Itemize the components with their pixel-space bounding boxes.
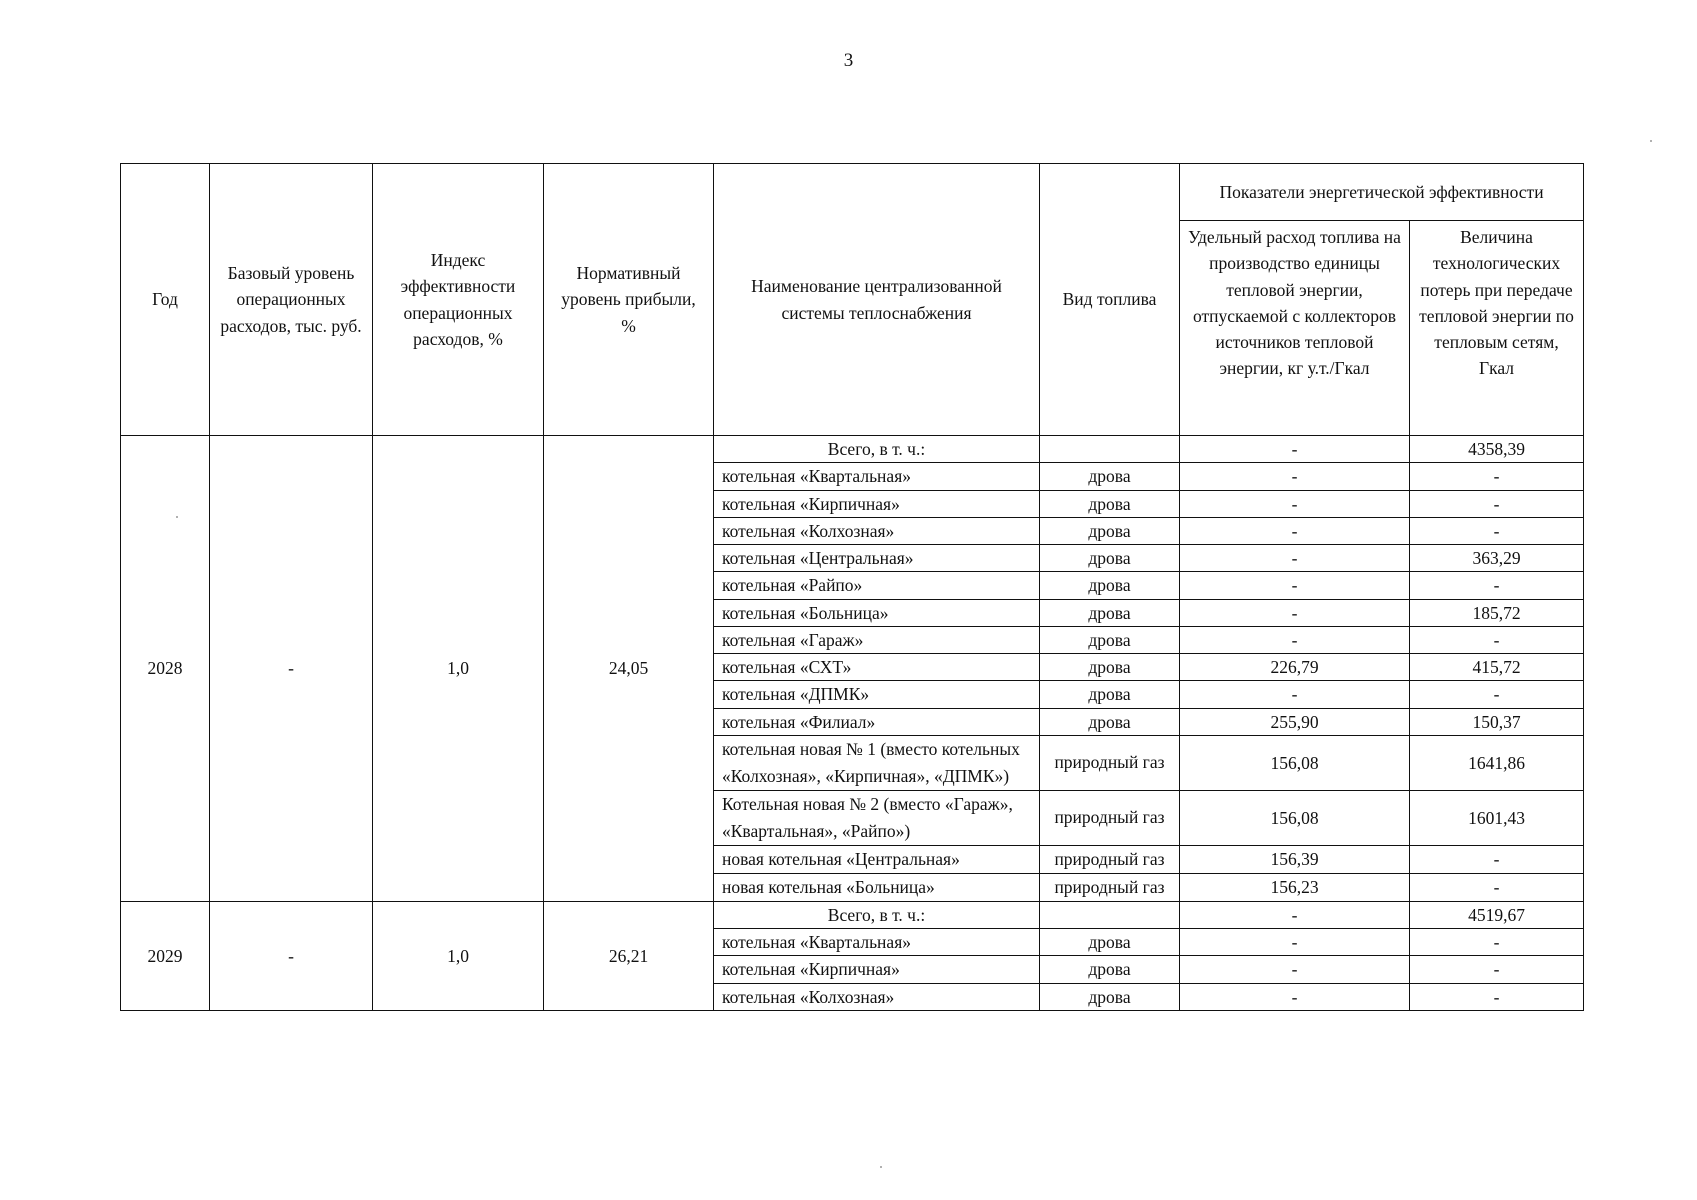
efficiency-index-cell: 1,0 xyxy=(373,901,544,1010)
losses-cell: - xyxy=(1410,517,1584,544)
header-base-level: Базовый уровень операционных расходов, тыс. руб. xyxy=(210,164,373,436)
losses-cell: - xyxy=(1410,983,1584,1010)
header-efficiency-index: Индекс эффективности операционных расходов, % xyxy=(373,164,544,436)
header-year: Год xyxy=(121,164,210,436)
header-specific-consumption: Удельный расход топлива на производство единицы тепловой энергии, отпускаемой с коллекторов источников тепловой энергии, кг у.т./Гкал xyxy=(1180,221,1410,436)
system-name-cell: новая котельная «Центральная» xyxy=(714,845,1040,873)
fuel-type-cell: дрова xyxy=(1040,599,1180,626)
specific-consumption-cell: 156,39 xyxy=(1180,845,1410,873)
header-energy-group: Показатели энергетической эффективности xyxy=(1180,164,1584,221)
system-name-cell: котельная «Райпо» xyxy=(714,572,1040,599)
base-level-cell: - xyxy=(210,901,373,1010)
fuel-type-cell: дрова xyxy=(1040,490,1180,517)
system-name-cell: Котельная новая № 2 (вместо «Гараж», «Квартальная», «Райпо») xyxy=(714,790,1040,845)
specific-consumption-cell: - xyxy=(1180,983,1410,1010)
specific-consumption-cell: - xyxy=(1180,545,1410,572)
system-name-cell: котельная «Центральная» xyxy=(714,545,1040,572)
year-cell: 2029 xyxy=(121,901,210,1010)
specific-consumption-cell: - xyxy=(1180,490,1410,517)
specific-consumption-cell: - xyxy=(1180,929,1410,956)
fuel-type-cell: дрова xyxy=(1040,681,1180,708)
scan-speck xyxy=(880,1166,882,1168)
losses-cell: - xyxy=(1410,490,1584,517)
losses-cell: 415,72 xyxy=(1410,654,1584,681)
losses-cell: 363,29 xyxy=(1410,545,1584,572)
header-profit-level: Нормативный уровень прибыли, % xyxy=(544,164,714,436)
specific-consumption-cell: - xyxy=(1180,436,1410,463)
system-name-cell: котельная «Больница» xyxy=(714,599,1040,626)
fuel-type-cell: дрова xyxy=(1040,654,1180,681)
specific-consumption-cell: - xyxy=(1180,572,1410,599)
specific-consumption-cell: - xyxy=(1180,681,1410,708)
specific-consumption-cell: - xyxy=(1180,599,1410,626)
scan-speck xyxy=(1650,140,1652,142)
fuel-type-cell xyxy=(1040,901,1180,928)
header-system-name: Наименование централизованной системы теплоснабжения xyxy=(714,164,1040,436)
fuel-type-cell xyxy=(1040,436,1180,463)
fuel-type-cell: дрова xyxy=(1040,545,1180,572)
system-name-cell: котельная «Колхозная» xyxy=(714,983,1040,1010)
system-name-cell: котельная «Колхозная» xyxy=(714,517,1040,544)
profit-level-cell: 26,21 xyxy=(544,901,714,1010)
profit-level-cell: 24,05 xyxy=(544,436,714,902)
specific-consumption-cell: 156,08 xyxy=(1180,790,1410,845)
losses-cell: 1641,86 xyxy=(1410,735,1584,790)
fuel-type-cell: природный газ xyxy=(1040,873,1180,901)
specific-consumption-cell: 255,90 xyxy=(1180,708,1410,735)
page-number: 3 xyxy=(843,50,854,71)
table-body xyxy=(121,436,1584,1011)
efficiency-index-cell: 1,0 xyxy=(373,436,544,902)
losses-cell: 185,72 xyxy=(1410,599,1584,626)
system-name-cell: котельная «Филиал» xyxy=(714,708,1040,735)
fuel-type-cell: дрова xyxy=(1040,929,1180,956)
year-cell: 2028 xyxy=(121,436,210,902)
system-name-cell: котельная «Квартальная» xyxy=(714,463,1040,490)
fuel-type-cell: дрова xyxy=(1040,956,1180,983)
losses-cell: - xyxy=(1410,873,1584,901)
header-row xyxy=(121,164,1584,221)
losses-cell: - xyxy=(1410,929,1584,956)
losses-cell: 4519,67 xyxy=(1410,901,1584,928)
fuel-type-cell: дрова xyxy=(1040,708,1180,735)
specific-consumption-cell: 156,08 xyxy=(1180,735,1410,790)
specific-consumption-cell: - xyxy=(1180,956,1410,983)
system-name-cell: котельная «Кирпичная» xyxy=(714,956,1040,983)
specific-consumption-cell: - xyxy=(1180,463,1410,490)
losses-cell: - xyxy=(1410,681,1584,708)
system-name-cell: котельная «Гараж» xyxy=(714,626,1040,653)
specific-consumption-cell: - xyxy=(1180,626,1410,653)
specific-consumption-cell: 156,23 xyxy=(1180,873,1410,901)
system-name-cell: котельная «ДПМК» xyxy=(714,681,1040,708)
fuel-type-cell: дрова xyxy=(1040,517,1180,544)
fuel-type-cell: природный газ xyxy=(1040,790,1180,845)
fuel-type-cell: природный газ xyxy=(1040,735,1180,790)
fuel-type-cell: дрова xyxy=(1040,572,1180,599)
losses-cell: - xyxy=(1410,463,1584,490)
specific-consumption-cell: 226,79 xyxy=(1180,654,1410,681)
losses-cell: - xyxy=(1410,845,1584,873)
fuel-type-cell: дрова xyxy=(1040,983,1180,1010)
losses-cell: - xyxy=(1410,956,1584,983)
system-name-cell: котельная «Квартальная» xyxy=(714,929,1040,956)
losses-cell: 150,37 xyxy=(1410,708,1584,735)
specific-consumption-cell: - xyxy=(1180,901,1410,928)
header-fuel-type: Вид топлива xyxy=(1040,164,1180,436)
system-name-cell: котельная новая № 1 (вместо котельных «Колхозная», «Кирпичная», «ДПМК») xyxy=(714,735,1040,790)
losses-cell: - xyxy=(1410,626,1584,653)
system-name-cell: Всего, в т. ч.: xyxy=(714,901,1040,928)
system-name-cell: котельная «СХТ» xyxy=(714,654,1040,681)
header-losses: Величина технологических потерь при передаче тепловой энергии по тепловым сетям, Гкал xyxy=(1410,221,1584,436)
fuel-type-cell: природный газ xyxy=(1040,845,1180,873)
total-row xyxy=(121,901,1584,928)
specific-consumption-cell: - xyxy=(1180,517,1410,544)
system-name-cell: новая котельная «Больница» xyxy=(714,873,1040,901)
energy-efficiency-table xyxy=(120,163,1584,1011)
fuel-type-cell: дрова xyxy=(1040,463,1180,490)
system-name-cell: Всего, в т. ч.: xyxy=(714,436,1040,463)
losses-cell: 1601,43 xyxy=(1410,790,1584,845)
total-row xyxy=(121,436,1584,463)
system-name-cell: котельная «Кирпичная» xyxy=(714,490,1040,517)
base-level-cell: - xyxy=(210,436,373,902)
losses-cell: 4358,39 xyxy=(1410,436,1584,463)
losses-cell: - xyxy=(1410,572,1584,599)
fuel-type-cell: дрова xyxy=(1040,626,1180,653)
